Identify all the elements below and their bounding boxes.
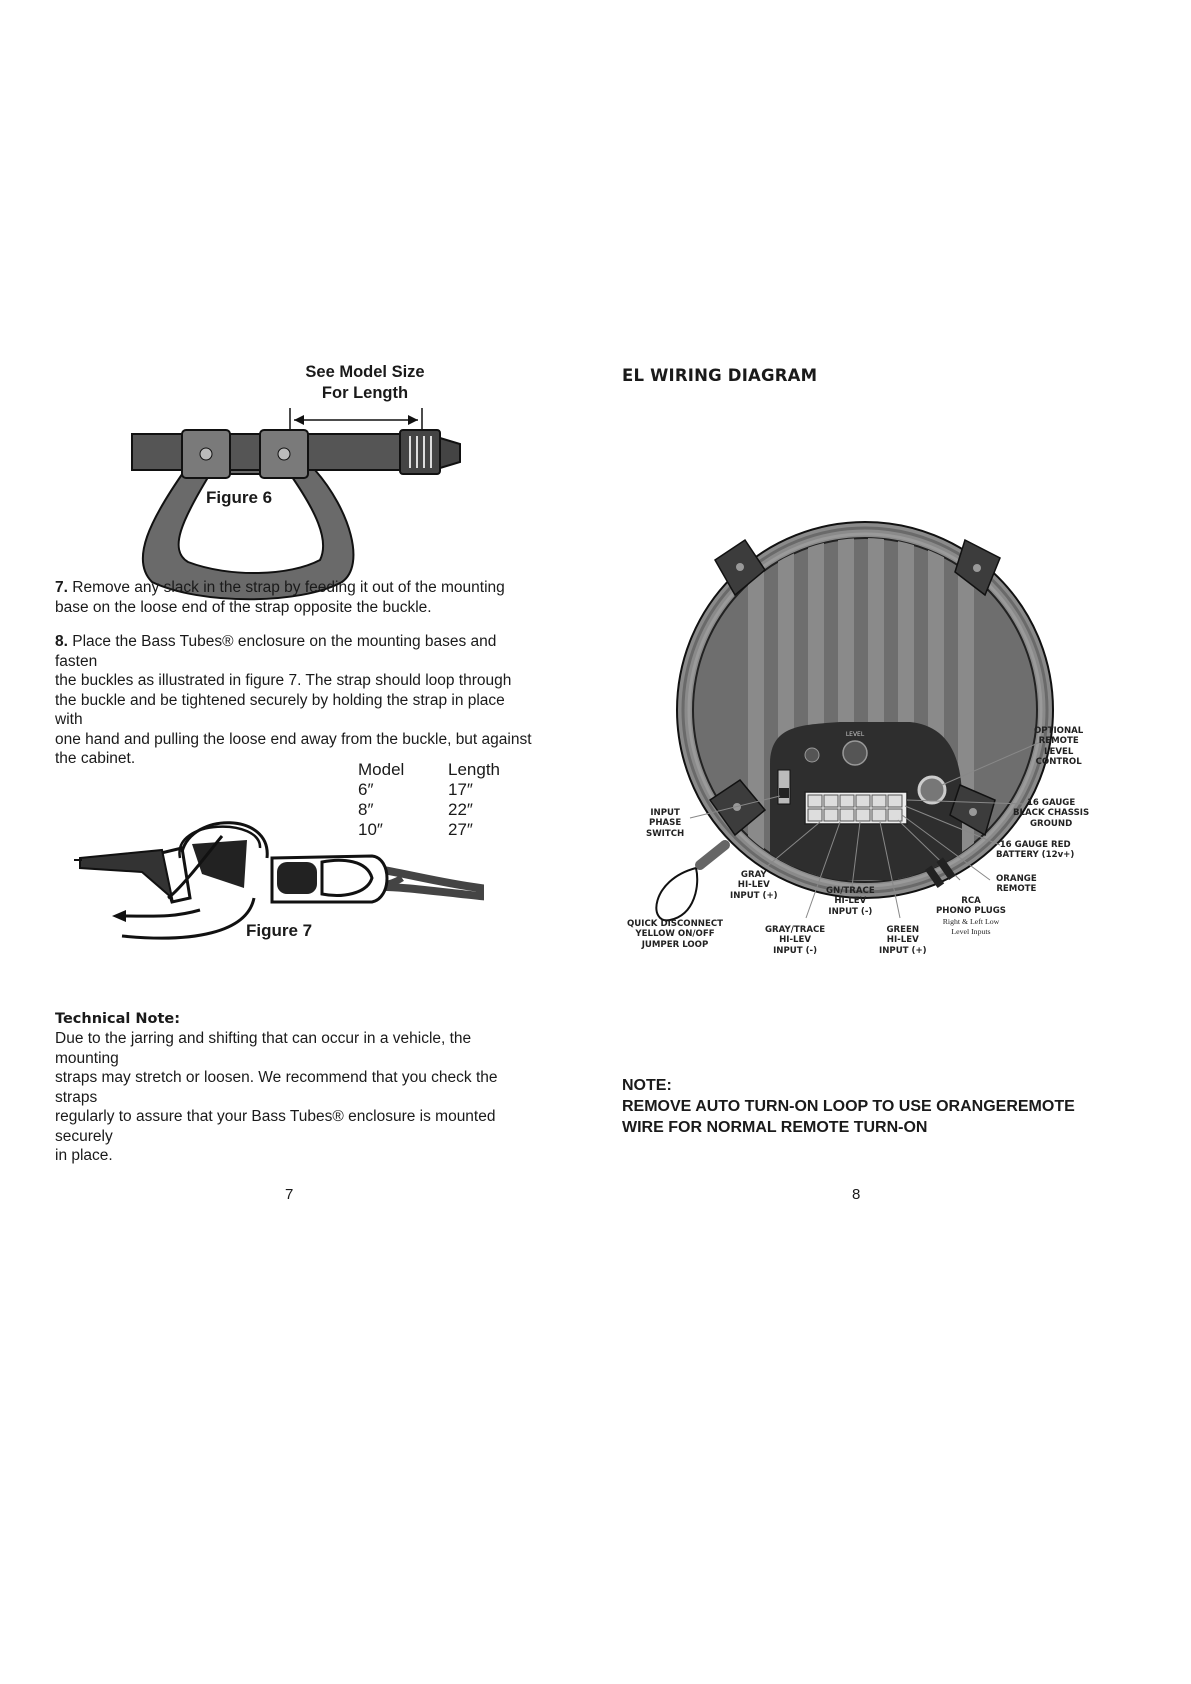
label-gn-trace-input: GN/TRACE HI-LEV INPUT (-) bbox=[826, 886, 875, 917]
page-number-left: 7 bbox=[285, 1186, 294, 1203]
remote-turn-on-note: NOTE: REMOVE AUTO TURN-ON LOOP TO USE ORANGEREMOTE WIRE FOR NORMAL REMOTE TURN-ON bbox=[622, 1077, 1075, 1136]
label-green-input: GREEN HI-LEV INPUT (+) bbox=[879, 925, 927, 956]
figure7-caption: Figure 7 bbox=[246, 921, 313, 940]
technical-note-title: Technical Note: bbox=[55, 1011, 181, 1027]
label-optional-remote: OPTIONAL REMOTE LEVEL CONTROL bbox=[1034, 726, 1084, 768]
note-heading: NOTE: bbox=[622, 1077, 672, 1094]
step-8-paragraph: 8. Place the Bass Tubes® enclosure on the mounting bases and fasten the buckles as illustrated in figure 7. The strap should loop through the buckle and be tightened securely by holding the strap in place with one hand and pulling the loose end away from the buckle, but against the cabinet. bbox=[55, 633, 532, 767]
page-number-right: 8 bbox=[852, 1186, 861, 1203]
wiring-diagram-title: EL WIRING DIAGRAM bbox=[622, 366, 818, 385]
label-input-phase-switch: INPUT PHASE SWITCH bbox=[646, 808, 685, 839]
step-number: 8. bbox=[55, 633, 68, 650]
step-number: 7. bbox=[55, 579, 68, 596]
label-rca-plugs: RCA PHONO PLUGS Right & Left Low Level Inputs bbox=[936, 896, 1006, 937]
label-gray-input: GRAY HI-LEV INPUT (+) bbox=[730, 870, 778, 901]
technical-note-body: Due to the jarring and shifting that can occur in a vehicle, the mounting straps may stretch or loosen. We recommend that you check the straps regularly to assure that your Bass Tubes® enclosure is mounted securely in place. bbox=[55, 1030, 498, 1164]
label-chassis-ground: 16 GAUGE BLACK CHASSIS GROUND bbox=[1013, 798, 1090, 829]
table-row: 10″ 27″ bbox=[358, 820, 473, 839]
step-7-paragraph: 7. Remove any slack in the strap by feeding it out of the mounting base on the loose end of the strap opposite the buckle. bbox=[55, 579, 505, 616]
label-quick-disconnect: QUICK DISCONNECT YELLOW ON/OFF JUMPER LOOP bbox=[627, 919, 723, 950]
label-gray-trace-input: GRAY/TRACE HI-LEV INPUT (-) bbox=[765, 925, 826, 956]
label-orange-remote: ORANGE REMOTE bbox=[996, 874, 1037, 895]
panel-level-label: LEVEL bbox=[845, 731, 865, 738]
label-battery: 16 GAUGE RED BATTERY (12v+) bbox=[996, 840, 1075, 861]
figure6-dimension-label: See Model Size For Length bbox=[305, 363, 425, 402]
figure6-caption: Figure 6 bbox=[206, 488, 273, 507]
table-header: Model Length bbox=[358, 760, 500, 779]
table-row: 6″ 17″ bbox=[358, 780, 473, 799]
table-row: 8″ 22″ bbox=[358, 800, 473, 819]
